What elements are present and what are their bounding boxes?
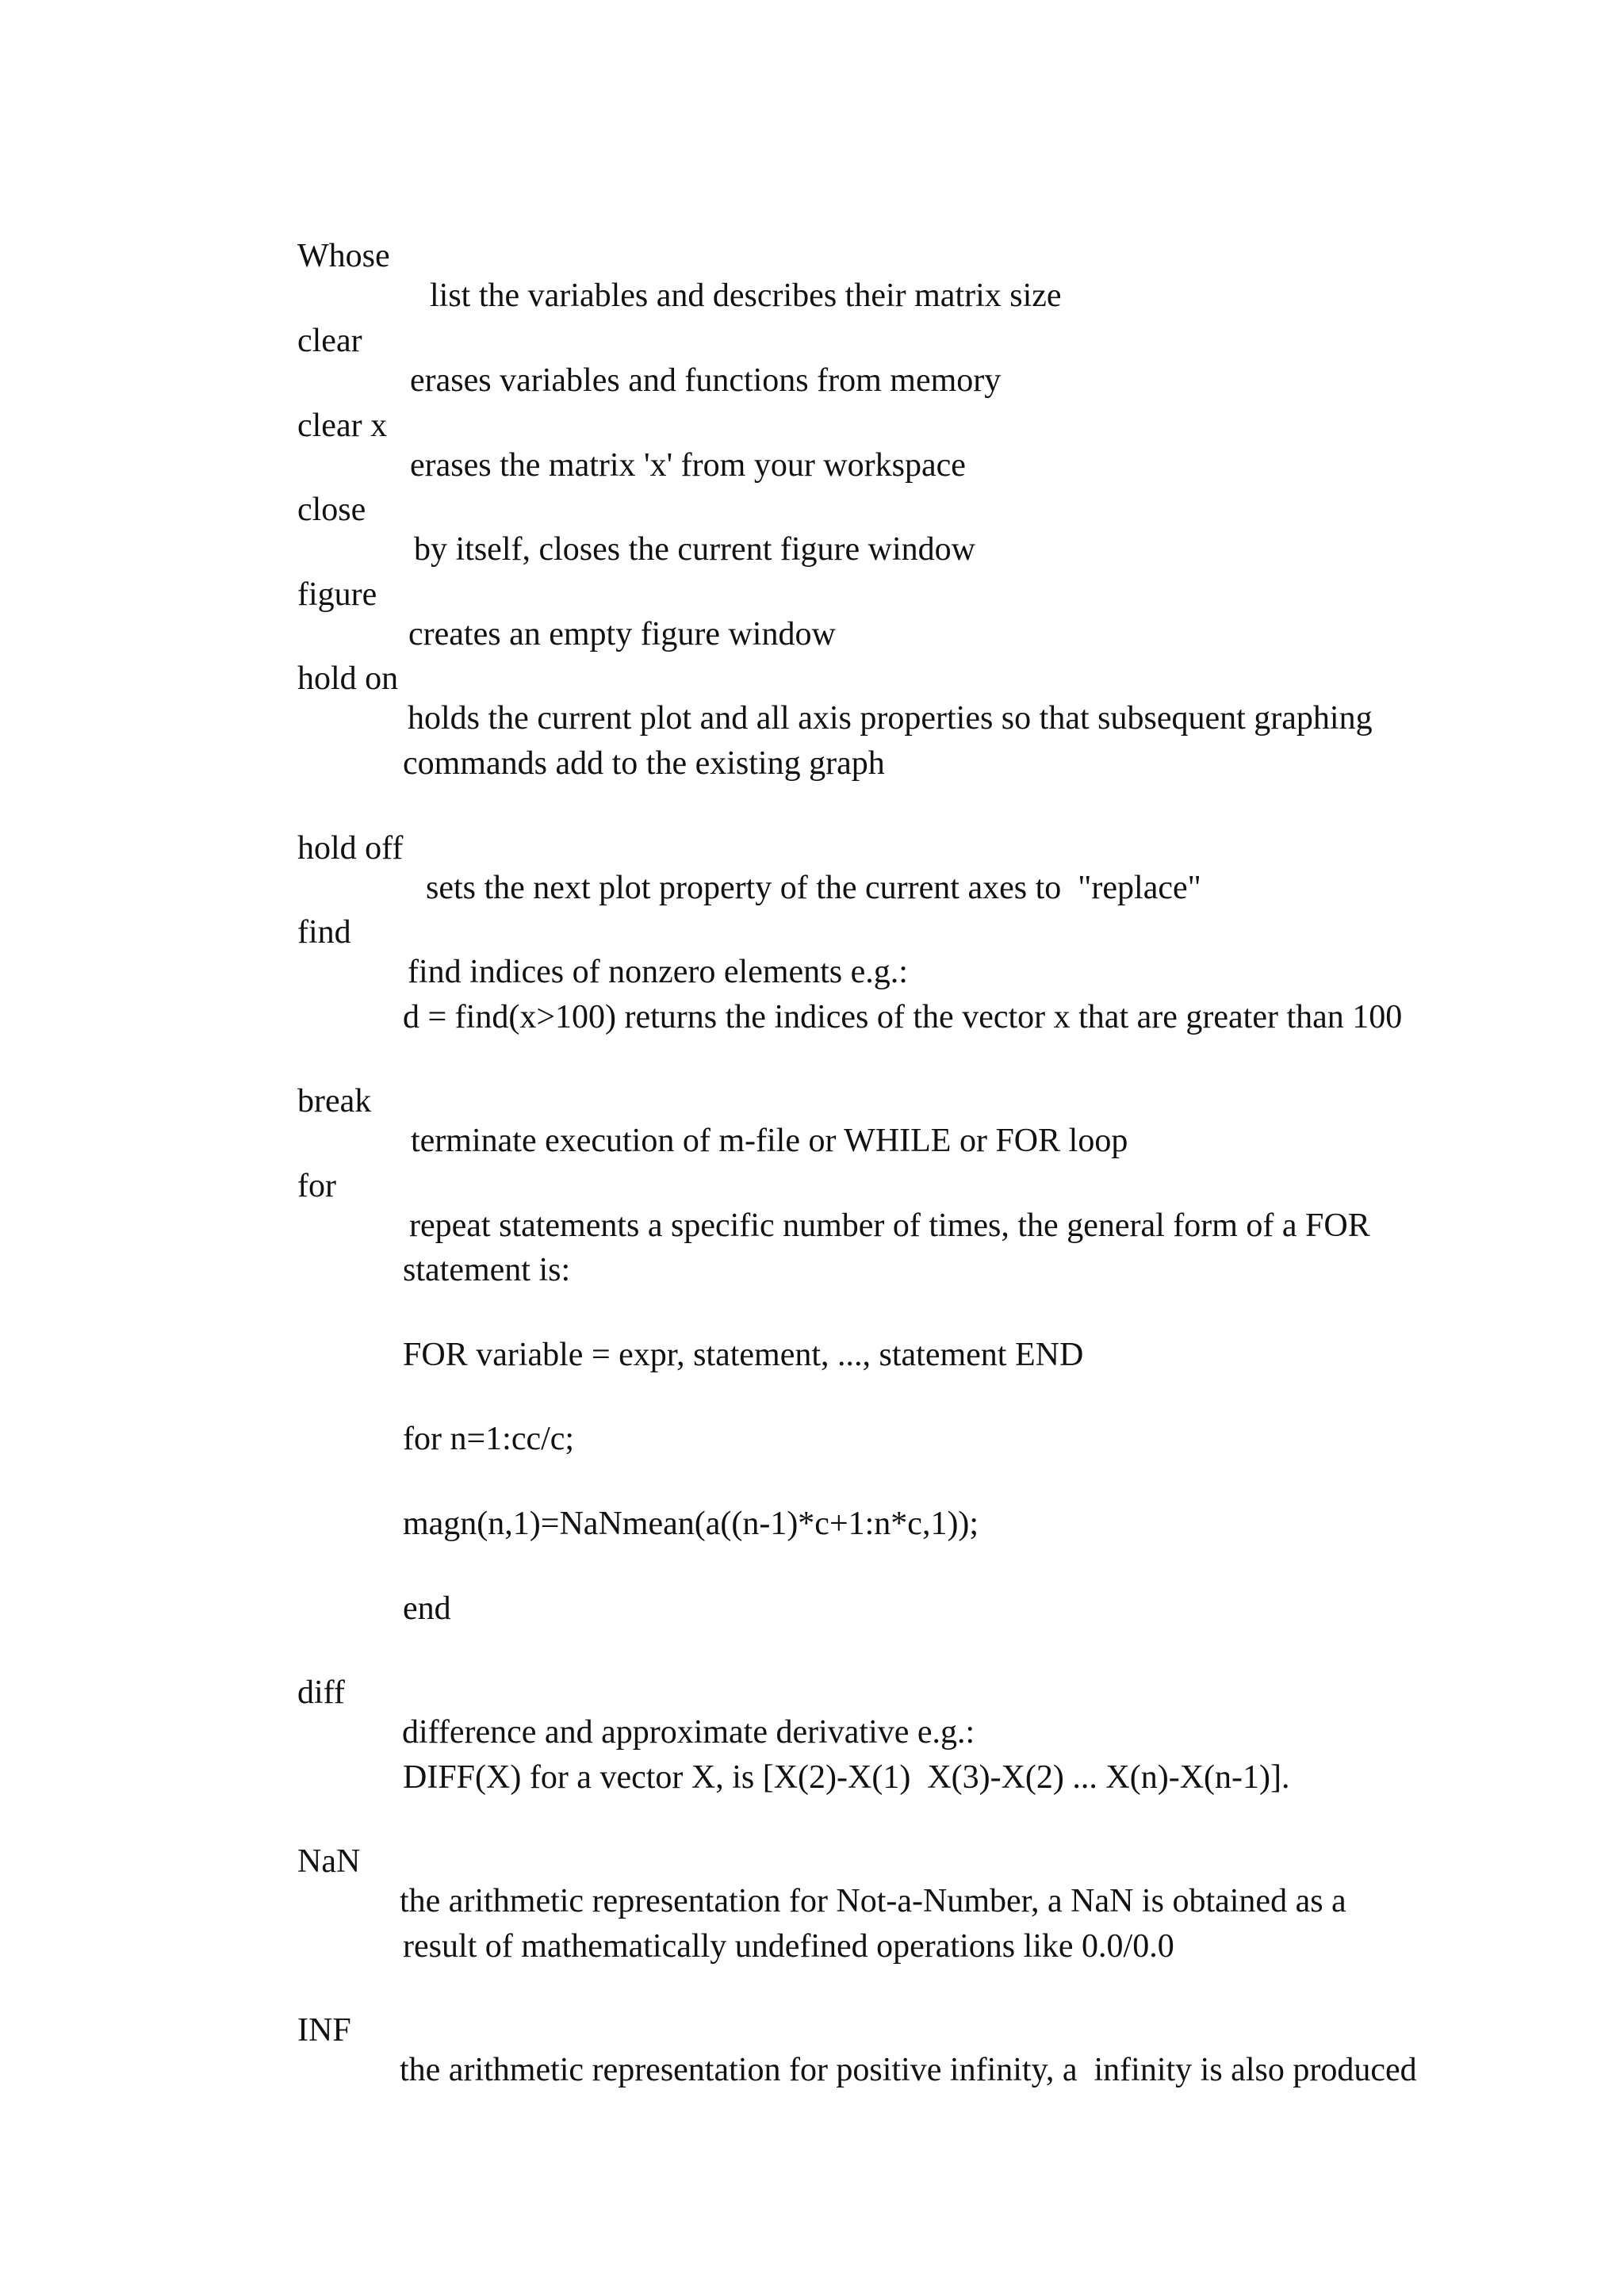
- entry-description: list the variables and describes their matrix size: [430, 277, 1062, 314]
- entry-continuation: result of mathematically undefined operations like 0.0/0.0: [403, 1928, 1174, 1965]
- entry-continuation: FOR variable = expr, statement, ..., statement END: [403, 1337, 1084, 1373]
- entry-term: find: [297, 914, 351, 951]
- entry-term: NaN: [297, 1843, 361, 1880]
- entry-term: clear x: [297, 408, 388, 444]
- entry-term: break: [297, 1083, 372, 1119]
- entry-continuation: statement is:: [403, 1252, 571, 1288]
- entry-description: sets the next plot property of the current axes to "replace": [426, 870, 1201, 906]
- entry-description: the arithmetic representation for Not-a-Number, a NaN is obtained as a: [400, 1883, 1346, 1919]
- entry-term: close: [297, 492, 366, 528]
- entry-continuation: end: [403, 1590, 451, 1627]
- entry-term: hold off: [297, 830, 404, 867]
- entry-term: figure: [297, 576, 377, 613]
- entry-continuation: d = find(x>100) returns the indices of the vector x that are greater than 100: [403, 999, 1403, 1035]
- entry-term: Whose: [297, 238, 390, 274]
- entry-inf: [0, 1971, 1417, 2130]
- entry-description: repeat statements a specific number of times, the general form of a FOR: [409, 1207, 1370, 1244]
- entry-description: difference and approximate derivative e.g.:: [402, 1714, 975, 1751]
- entry-term: diff: [297, 1674, 345, 1711]
- entry-description: the arithmetic representation for positive infinity, a infinity is also produced: [400, 2052, 1417, 2088]
- entry-description: find indices of nonzero elements e.g.:: [408, 954, 908, 990]
- entry-continuation: DIFF(X) for a vector X, is [X(2)-X(1) X(3)-X(2) ... X(n)-X(n-1)].: [403, 1759, 1290, 1796]
- entry-term: clear: [297, 323, 362, 359]
- entry-continuation: magn(n,1)=NaNmean(a((n-1)*c+1:n*c,1));: [403, 1506, 979, 1542]
- entry-term: for: [297, 1168, 336, 1204]
- entry-term: INF: [297, 2012, 351, 2049]
- entry-continuation: for n=1:cc/c;: [403, 1421, 575, 1457]
- entry-description: erases variables and functions from memory: [410, 362, 1002, 399]
- entry-description: holds the current plot and all axis properties so that subsequent graphing: [408, 700, 1373, 737]
- entry-description: by itself, closes the current figure window: [414, 531, 975, 568]
- entry-continuation: commands add to the existing graph: [403, 745, 885, 782]
- entry-description: creates an empty figure window: [408, 616, 836, 652]
- entry-description: erases the matrix 'x' from your workspace: [410, 447, 966, 484]
- entry-term: hold on: [297, 660, 399, 697]
- entry-description: terminate execution of m-file or WHILE or FOR loop: [411, 1123, 1128, 1159]
